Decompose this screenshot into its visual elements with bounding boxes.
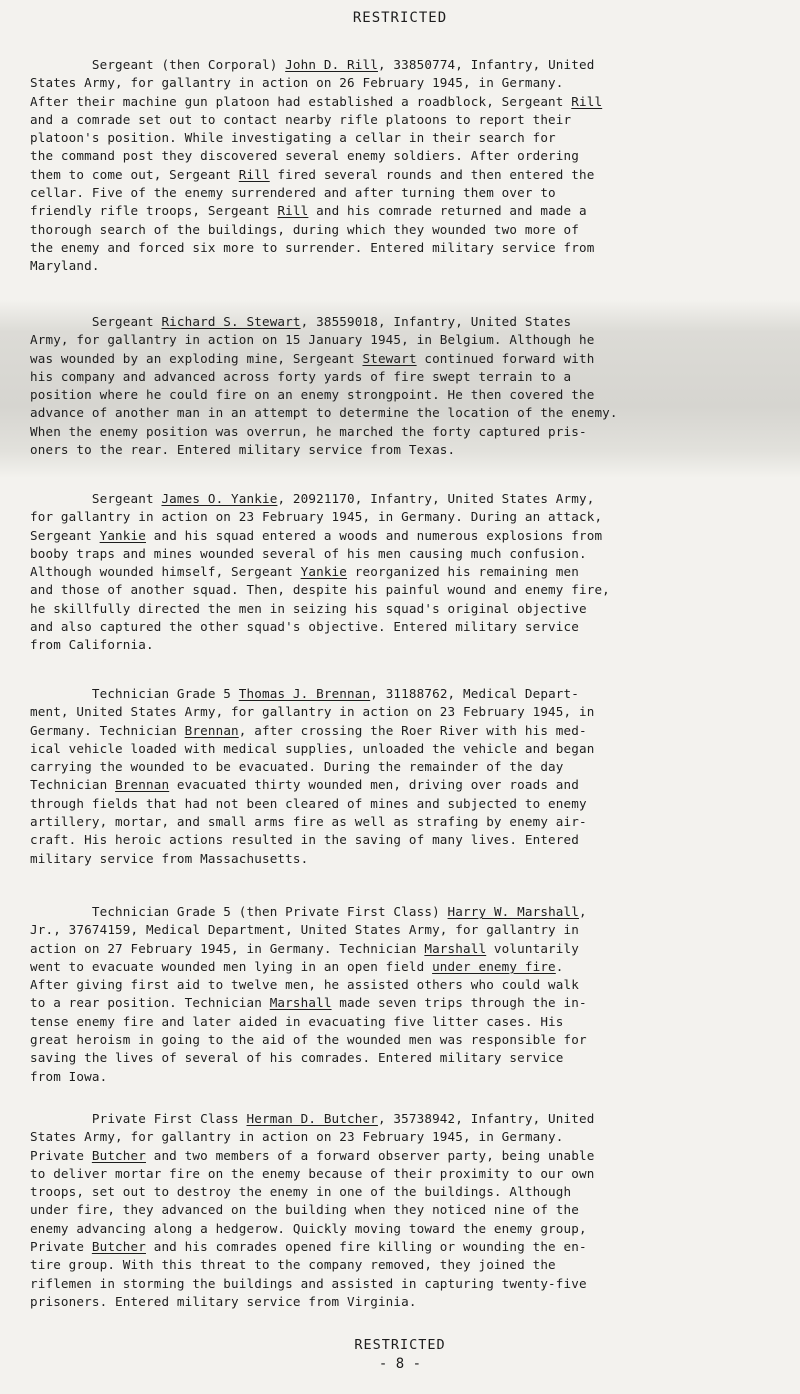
text-line: through fields that had not been cleared of mines and subjected to enemy xyxy=(30,795,587,811)
text-line: Sergeant (then Corporal) John D. Rill, 33850774, Infantry, United xyxy=(30,57,595,72)
text-line: Army, for gallantry in action on 15 January 1945, in Belgium. Although he xyxy=(30,332,595,348)
text-line: troops, set out to destroy the enemy in one of the buildings. Although xyxy=(30,1184,572,1200)
text-line: was wounded by an exploding mine, Sergeant Stewart continued forward with xyxy=(30,350,595,366)
text-line: Sergeant Richard S. Stewart, 38559018, Infantry, United States xyxy=(30,314,572,329)
text-line: After their machine gun platoon had established a roadblock, Sergeant Rill xyxy=(30,93,603,109)
citation-rill xyxy=(30,56,782,276)
page-number: - 8 - xyxy=(378,1356,422,1372)
text-line: Jr., 37674159, Medical Department, United States Army, for gallantry in xyxy=(30,922,579,938)
citation-yankie xyxy=(30,490,782,655)
text-line: Private First Class Herman D. Butcher, 35738942, Infantry, United xyxy=(30,1111,595,1126)
header-restricted: RESTRICTED xyxy=(352,10,448,26)
text-line: enemy advancing along a hedgerow. Quickly moving toward the enemy group, xyxy=(30,1220,587,1236)
text-line: platoon's position. While investigating a cellar in their search for xyxy=(30,130,556,146)
text-line: Private Butcher and his comrades opened fire killing or wounding the en- xyxy=(30,1239,587,1255)
citation-stewart xyxy=(30,313,782,459)
text-line: and a comrade set out to contact nearby rifle platoons to report their xyxy=(30,111,572,127)
text-line: States Army, for gallantry in action on 26 February 1945, in Germany. xyxy=(30,75,564,91)
text-line: After giving first aid to twelve men, he assisted others who could walk xyxy=(30,977,579,993)
text-line: military service from Massachusetts. xyxy=(30,850,309,866)
text-line: Sergeant James O. Yankie, 20921170, Infantry, United States Army, xyxy=(30,491,595,506)
text-line: great heroism in going to the aid of the wounded men was responsible for xyxy=(30,1032,587,1048)
text-line: riflemen in storming the buildings and assisted in capturing twenty-five xyxy=(30,1275,587,1291)
text-line: craft. His heroic actions resulted in the saving of many lives. Entered xyxy=(30,832,579,848)
text-line: Technician Grade 5 Thomas J. Brennan, 31188762, Medical Depart- xyxy=(30,686,580,701)
citation-brennan xyxy=(30,685,782,868)
text-line: Technician Grade 5 (then Private First Class) Harry W. Marshall, xyxy=(30,904,587,919)
text-line: his company and advanced across forty yards of fire swept terrain to a xyxy=(30,368,572,384)
text-line: Technician Brennan evacuated thirty wounded men, driving over roads and xyxy=(30,777,579,793)
text-line: for gallantry in action on 23 February 1945, in Germany. During an attack, xyxy=(30,509,603,525)
text-line: from California. xyxy=(30,637,154,653)
text-line: went to evacuate wounded men lying in an open field under enemy fire. xyxy=(30,958,564,974)
text-line: Private Butcher and two members of a forward observer party, being unable xyxy=(30,1147,595,1163)
text-line: the enemy and forced six more to surrender. Entered military service from xyxy=(30,239,595,255)
text-line: the command post they discovered several enemy soldiers. After ordering xyxy=(30,148,579,164)
text-line: prisoners. Entered military service from Virginia. xyxy=(30,1293,417,1309)
text-line: to deliver mortar fire on the enemy because of their proximity to our own xyxy=(30,1165,595,1181)
text-line: Maryland. xyxy=(30,258,100,274)
text-line: and those of another squad. Then, despite his painful wound and enemy fire, xyxy=(30,582,610,598)
text-line: carrying the wounded to be evacuated. During the remainder of the day xyxy=(30,759,564,775)
text-line: he skillfully directed the men in seizing his squad's original objective xyxy=(30,600,587,616)
citation-butcher xyxy=(30,1110,782,1311)
text-line: from Iowa. xyxy=(30,1068,108,1084)
text-line: to a rear position. Technician Marshall made seven trips through the in- xyxy=(30,995,587,1011)
text-line: tire group. With this threat to the company removed, they joined the xyxy=(30,1257,556,1273)
text-line: booby traps and mines wounded several of his men causing much confusion. xyxy=(30,545,587,561)
text-line: ical vehicle loaded with medical supplies, unloaded the vehicle and began xyxy=(30,740,595,756)
text-line: position where he could fire on an enemy strongpoint. He then covered the xyxy=(30,387,595,403)
text-line: Sergeant Yankie and his squad entered a woods and numerous explosions from xyxy=(30,527,603,543)
text-line: tense enemy fire and later aided in evacuating five litter cases. His xyxy=(30,1013,564,1029)
text-line: under fire, they advanced on the building when they noticed nine of the xyxy=(30,1202,579,1218)
footer-restricted: RESTRICTED xyxy=(354,1337,446,1353)
text-line: advance of another man in an attempt to determine the location of the enemy. xyxy=(30,405,618,421)
text-line: States Army, for gallantry in action on 23 February 1945, in Germany. xyxy=(30,1129,564,1145)
text-line: them to come out, Sergeant Rill fired several rounds and then entered the xyxy=(30,166,595,182)
text-line: thorough search of the buildings, during which they wounded two more of xyxy=(30,221,579,237)
citation-marshall xyxy=(30,903,782,1086)
text-line: cellar. Five of the enemy surrendered and after turning them over to xyxy=(30,185,556,201)
text-line: oners to the rear. Entered military service from Texas. xyxy=(30,442,456,458)
text-line: Germany. Technician Brennan, after crossing the Roer River with his med- xyxy=(30,722,587,738)
text-line: friendly rifle troops, Sergeant Rill and his comrade returned and made a xyxy=(30,203,587,219)
text-line: ment, United States Army, for gallantry in action on 23 February 1945, in xyxy=(30,704,595,720)
text-line: saving the lives of several of his comrades. Entered military service xyxy=(30,1050,564,1066)
text-line: artillery, mortar, and small arms fire as well as strafing by enemy air- xyxy=(30,814,587,830)
text-line: When the enemy position was overrun, he marched the forty captured pris- xyxy=(30,423,587,439)
text-line: Although wounded himself, Sergeant Yankie reorganized his remaining men xyxy=(30,564,579,580)
text-line: action on 27 February 1945, in Germany. Technician Marshall voluntarily xyxy=(30,940,579,956)
text-line: and also captured the other squad's objective. Entered military service xyxy=(30,619,579,635)
